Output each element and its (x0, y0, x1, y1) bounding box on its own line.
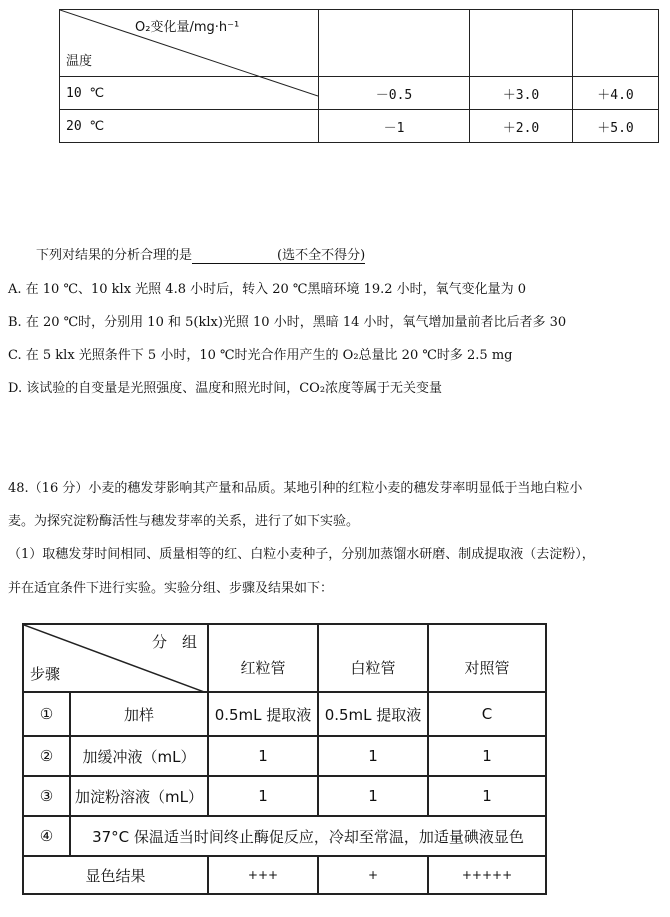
step-label: 加缓冲液（mL） (70, 736, 208, 776)
option-d: D. 该试验的自变量是光照强度、温度和照光时间，CO₂浓度等属于无关变量 (8, 381, 443, 396)
header-temp-label: 温度 (66, 54, 93, 69)
temp-cell: 20 ℃ (60, 110, 319, 143)
result-label: 显色结果 (23, 856, 208, 894)
option-b: B. 在 20 ℃时，分别用 10 和 5(klx)光照 10 小时，黑暗 14 小时，氧气增加量前者比后者多 30 (8, 315, 567, 330)
header-group-label: 分 组 (151, 633, 197, 651)
cell-white: 1 (318, 776, 428, 816)
value-cell: ＋5.0 (573, 110, 659, 143)
result-row (23, 856, 546, 894)
cell-control: C (428, 692, 546, 736)
table-row (23, 816, 546, 856)
table-row (23, 776, 546, 816)
table-row (60, 110, 659, 143)
step-label: 加样 (70, 692, 208, 736)
table-row (23, 692, 546, 736)
cell-red: 0.5mL 提取液 (208, 692, 318, 736)
step-number: ① (23, 692, 70, 736)
cell-white: 1 (318, 736, 428, 776)
value-cell: ＋3.0 (470, 77, 573, 110)
option-c: C. 在 5 klx 光照条件下 5 小时，10 ℃时光合作用产生的 O₂总量比 20 ℃时多 2.5 mg (8, 348, 513, 363)
option-a: A. 在 10 ℃、10 klx 光照 4.8 小时后，转入 20 ℃黑暗环境 19.2 小时，氧气变化量为 0 (8, 282, 527, 297)
q48-line-4: 并在适宜条件下进行实验。实验分组、步骤及结果如下： (8, 581, 334, 596)
experiment-table (22, 623, 547, 895)
cell-white: 0.5mL 提取液 (318, 692, 428, 736)
col-header: 对照管 (428, 624, 546, 692)
diagonal-header-cell (60, 10, 319, 77)
question-prompt (36, 248, 365, 264)
result-red: +++ (208, 856, 318, 894)
cell-red: 1 (208, 776, 318, 816)
header-step-label: 步骤 (30, 665, 61, 683)
result-white: + (318, 856, 428, 894)
cell-control: 1 (428, 736, 546, 776)
value-cell: ＋4.0 (573, 77, 659, 110)
cell-red: 1 (208, 736, 318, 776)
step-4-description: 37°C 保温适当时间终止酶促反应，冷却至常温，加适量碘液显色 (70, 816, 546, 856)
q48-line-3: （1）取穗发芽时间相同、质量相等的红、白粒小麦种子，分别加蒸馏水研磨、制成提取液（去淀粉）， (8, 547, 595, 562)
result-control: +++++ (428, 856, 546, 894)
col-header: 红粒管 (208, 624, 318, 692)
diagonal-header-cell (23, 624, 208, 692)
o2-change-table (59, 9, 659, 143)
answer-blank (192, 251, 277, 264)
temp-cell: 10 ℃ (60, 77, 319, 110)
question-prompt-text: 下列对结果的分析合理的是 (36, 248, 193, 263)
value-cell: －1 (319, 110, 470, 143)
step-label: 加淀粉溶液（mL） (70, 776, 208, 816)
question-note: (选不全不得分) (277, 248, 366, 263)
value-cell: －0.5 (319, 77, 470, 110)
col-header: 白粒管 (318, 624, 428, 692)
q48-line-2: 麦。为探究淀粉酶活性与穗发芽率的关系，进行了如下实验。 (8, 514, 360, 529)
step-number: ③ (23, 776, 70, 816)
step-number: ④ (23, 816, 70, 856)
table-row (23, 736, 546, 776)
value-cell: ＋2.0 (470, 110, 573, 143)
q48-line-1: 48.（16 分）小麦的穗发芽影响其产量和品质。某地引种的红粒小麦的穗发芽率明显低于当地白粒小 (8, 481, 583, 496)
step-number: ② (23, 736, 70, 776)
header-o2-label: O₂变化量/mg·h⁻¹ (135, 20, 240, 35)
cell-control: 1 (428, 776, 546, 816)
